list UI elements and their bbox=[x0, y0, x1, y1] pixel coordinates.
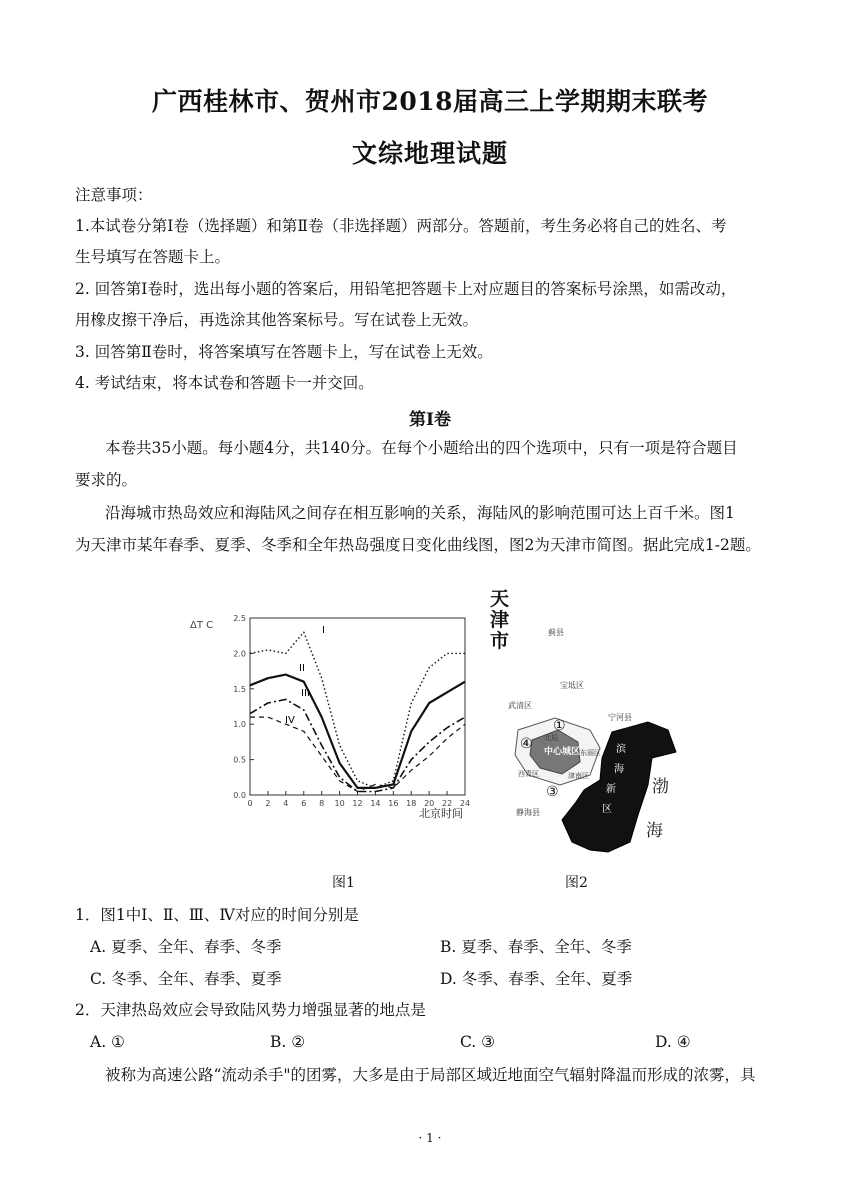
question-option: D. ④ bbox=[655, 1033, 691, 1051]
map-label-center: 中心城区 bbox=[544, 747, 581, 757]
doc-title-line2: 文综地理试题 bbox=[351, 139, 508, 168]
map-label-jinghai: 静海县 bbox=[516, 808, 540, 817]
question-option: B. ② bbox=[270, 1033, 306, 1051]
x-tick-label: 8 bbox=[319, 799, 325, 808]
x-tick-label: 2 bbox=[265, 799, 271, 808]
passage-text: 沿海城市热岛效应和海陆风之间存在相互影响的关系，海陆风的影响范围可达上百千米。图1 bbox=[105, 504, 735, 522]
x-tick-label: 6 bbox=[301, 799, 307, 808]
section-intro: 要求的。 bbox=[75, 471, 138, 489]
x-tick-label: 16 bbox=[388, 799, 399, 808]
map-label-binhai: 新 bbox=[606, 784, 616, 795]
notice-line: 2. 回答第Ⅰ卷时，选出每小题的答案后，用铅笔把答题卡上对应题目的答案标号涂黑，如需改动， bbox=[75, 280, 737, 298]
y-tick-label: 0.0 bbox=[233, 791, 246, 800]
map-label-jixian: 蓟县 bbox=[548, 628, 564, 637]
notice-line: 4. 考试结束，将本试卷和答题卡一并交回。 bbox=[75, 374, 374, 392]
x-tick-label: 22 bbox=[441, 799, 453, 808]
map-label-dongli: 东丽区 bbox=[580, 749, 601, 757]
question-option: A. ① bbox=[90, 1033, 125, 1051]
map-label-beichen: 北辰 bbox=[544, 734, 558, 742]
notice-line: 1.本试卷分第Ⅰ卷（选择题）和第Ⅱ卷（非选择题）两部分。答题前，考生务必将自己的姓名、考 bbox=[75, 217, 727, 235]
x-tick-label: 24 bbox=[459, 799, 471, 808]
series-line-ii bbox=[250, 675, 465, 788]
series-label-iv: IV bbox=[285, 715, 295, 726]
notice-line: 用橡皮擦干净后，再选涂其他答案标号。写在试卷上无效。 bbox=[75, 311, 479, 329]
y-tick-label: 1.0 bbox=[233, 720, 246, 730]
question-option: B. 夏季、春季、全年、冬季 bbox=[440, 938, 632, 956]
map-label-binhai: 海 bbox=[614, 764, 624, 775]
section-intro: 本卷共35小题。每小题4分，共140分。在每个小题给出的四个选项中，只有一项是符合题目 bbox=[105, 439, 738, 457]
map-marker-4: ④ bbox=[520, 736, 533, 752]
chart-axes bbox=[250, 618, 465, 795]
doc-title-line1: 广西桂林市、贺州市2018届高三上学期期末联考 bbox=[151, 87, 709, 116]
y-tick-label: 2.0 bbox=[233, 649, 246, 659]
x-tick-label: 0 bbox=[247, 799, 253, 808]
series-line-iii bbox=[250, 699, 465, 791]
map-label-bohai: 渤 bbox=[652, 777, 669, 797]
map-marker-2: ② bbox=[582, 793, 595, 809]
map-label-jinnan: 津南区 bbox=[568, 772, 589, 780]
figure2-caption: 图2 bbox=[565, 875, 588, 891]
notice-line: 3. 回答第Ⅱ卷时，将答案填写在答题卡上，写在试卷上无效。 bbox=[75, 343, 493, 361]
map-marker-3: ③ bbox=[546, 784, 559, 800]
x-tick-label: 18 bbox=[406, 799, 417, 808]
x-tick-label: 14 bbox=[370, 799, 381, 808]
passage-text: 为天津市某年春季、夏季、冬季和全年热岛强度日变化曲线图，图2为天津市简图。据此完成1-2题。 bbox=[75, 536, 761, 554]
section-title: 第Ⅰ卷 bbox=[409, 410, 451, 430]
y-axis-label: ΔT C bbox=[190, 620, 214, 631]
heat-island-chart bbox=[185, 600, 485, 900]
x-tick-label: 10 bbox=[334, 799, 345, 808]
map-marker-1: ① bbox=[553, 718, 566, 734]
map-label-wuqing: 武清区 bbox=[508, 701, 532, 710]
figure1-caption: 图1 bbox=[332, 875, 355, 891]
question-option: A. 夏季、全年、春季、冬季 bbox=[90, 938, 282, 956]
series-label-i: I bbox=[322, 625, 325, 636]
passage-text: 被称为高速公路“流动杀手"的团雾，大多是由于局部区域近地面空气辐射降温而形成的浓雾，具 bbox=[105, 1066, 756, 1084]
y-tick-label: 1.5 bbox=[233, 684, 246, 694]
y-tick-label: 0.5 bbox=[233, 755, 246, 765]
map-label-binhai: 区 bbox=[602, 804, 612, 815]
map-title-char: 市 bbox=[490, 630, 510, 652]
tianjin-map bbox=[480, 580, 710, 860]
map-label-ninghe: 宁河县 bbox=[608, 713, 632, 722]
map-title-char: 津 bbox=[490, 609, 510, 631]
map-label-baodi: 宝坻区 bbox=[560, 681, 584, 690]
series-label-iii: III bbox=[301, 688, 310, 699]
series-line-iv bbox=[250, 717, 465, 791]
map-label-xiqing: 西青区 bbox=[518, 770, 539, 778]
question-option: C. ③ bbox=[460, 1033, 496, 1051]
y-tick-label: 2.5 bbox=[233, 614, 246, 623]
question-stem: 2．天津热岛效应会导致陆风势力增强显著的地点是 bbox=[75, 1001, 426, 1019]
x-tick-label: 20 bbox=[424, 799, 435, 808]
map-title-char: 天 bbox=[490, 588, 510, 610]
series-label-ii: II bbox=[299, 663, 305, 674]
map-label-binhai: 滨 bbox=[616, 744, 626, 755]
question-option: D. 冬季、春季、全年、夏季 bbox=[440, 970, 633, 988]
question-option: C. 冬季、全年、春季、夏季 bbox=[90, 970, 282, 988]
page-number: · 1 · bbox=[418, 1131, 442, 1145]
notice-line: 生号填写在答题卡上。 bbox=[75, 248, 231, 266]
x-tick-label: 12 bbox=[352, 799, 363, 808]
question-stem: 1．图1中Ⅰ、Ⅱ、Ⅲ、Ⅳ对应的时间分别是 bbox=[75, 906, 359, 924]
series-line-i bbox=[250, 632, 465, 788]
map-label-bohai: 海 bbox=[646, 821, 663, 841]
notice-heading: 注意事项： bbox=[75, 186, 153, 204]
x-tick-label: 4 bbox=[283, 799, 289, 808]
x-axis-label: 北京时间 bbox=[419, 807, 463, 820]
